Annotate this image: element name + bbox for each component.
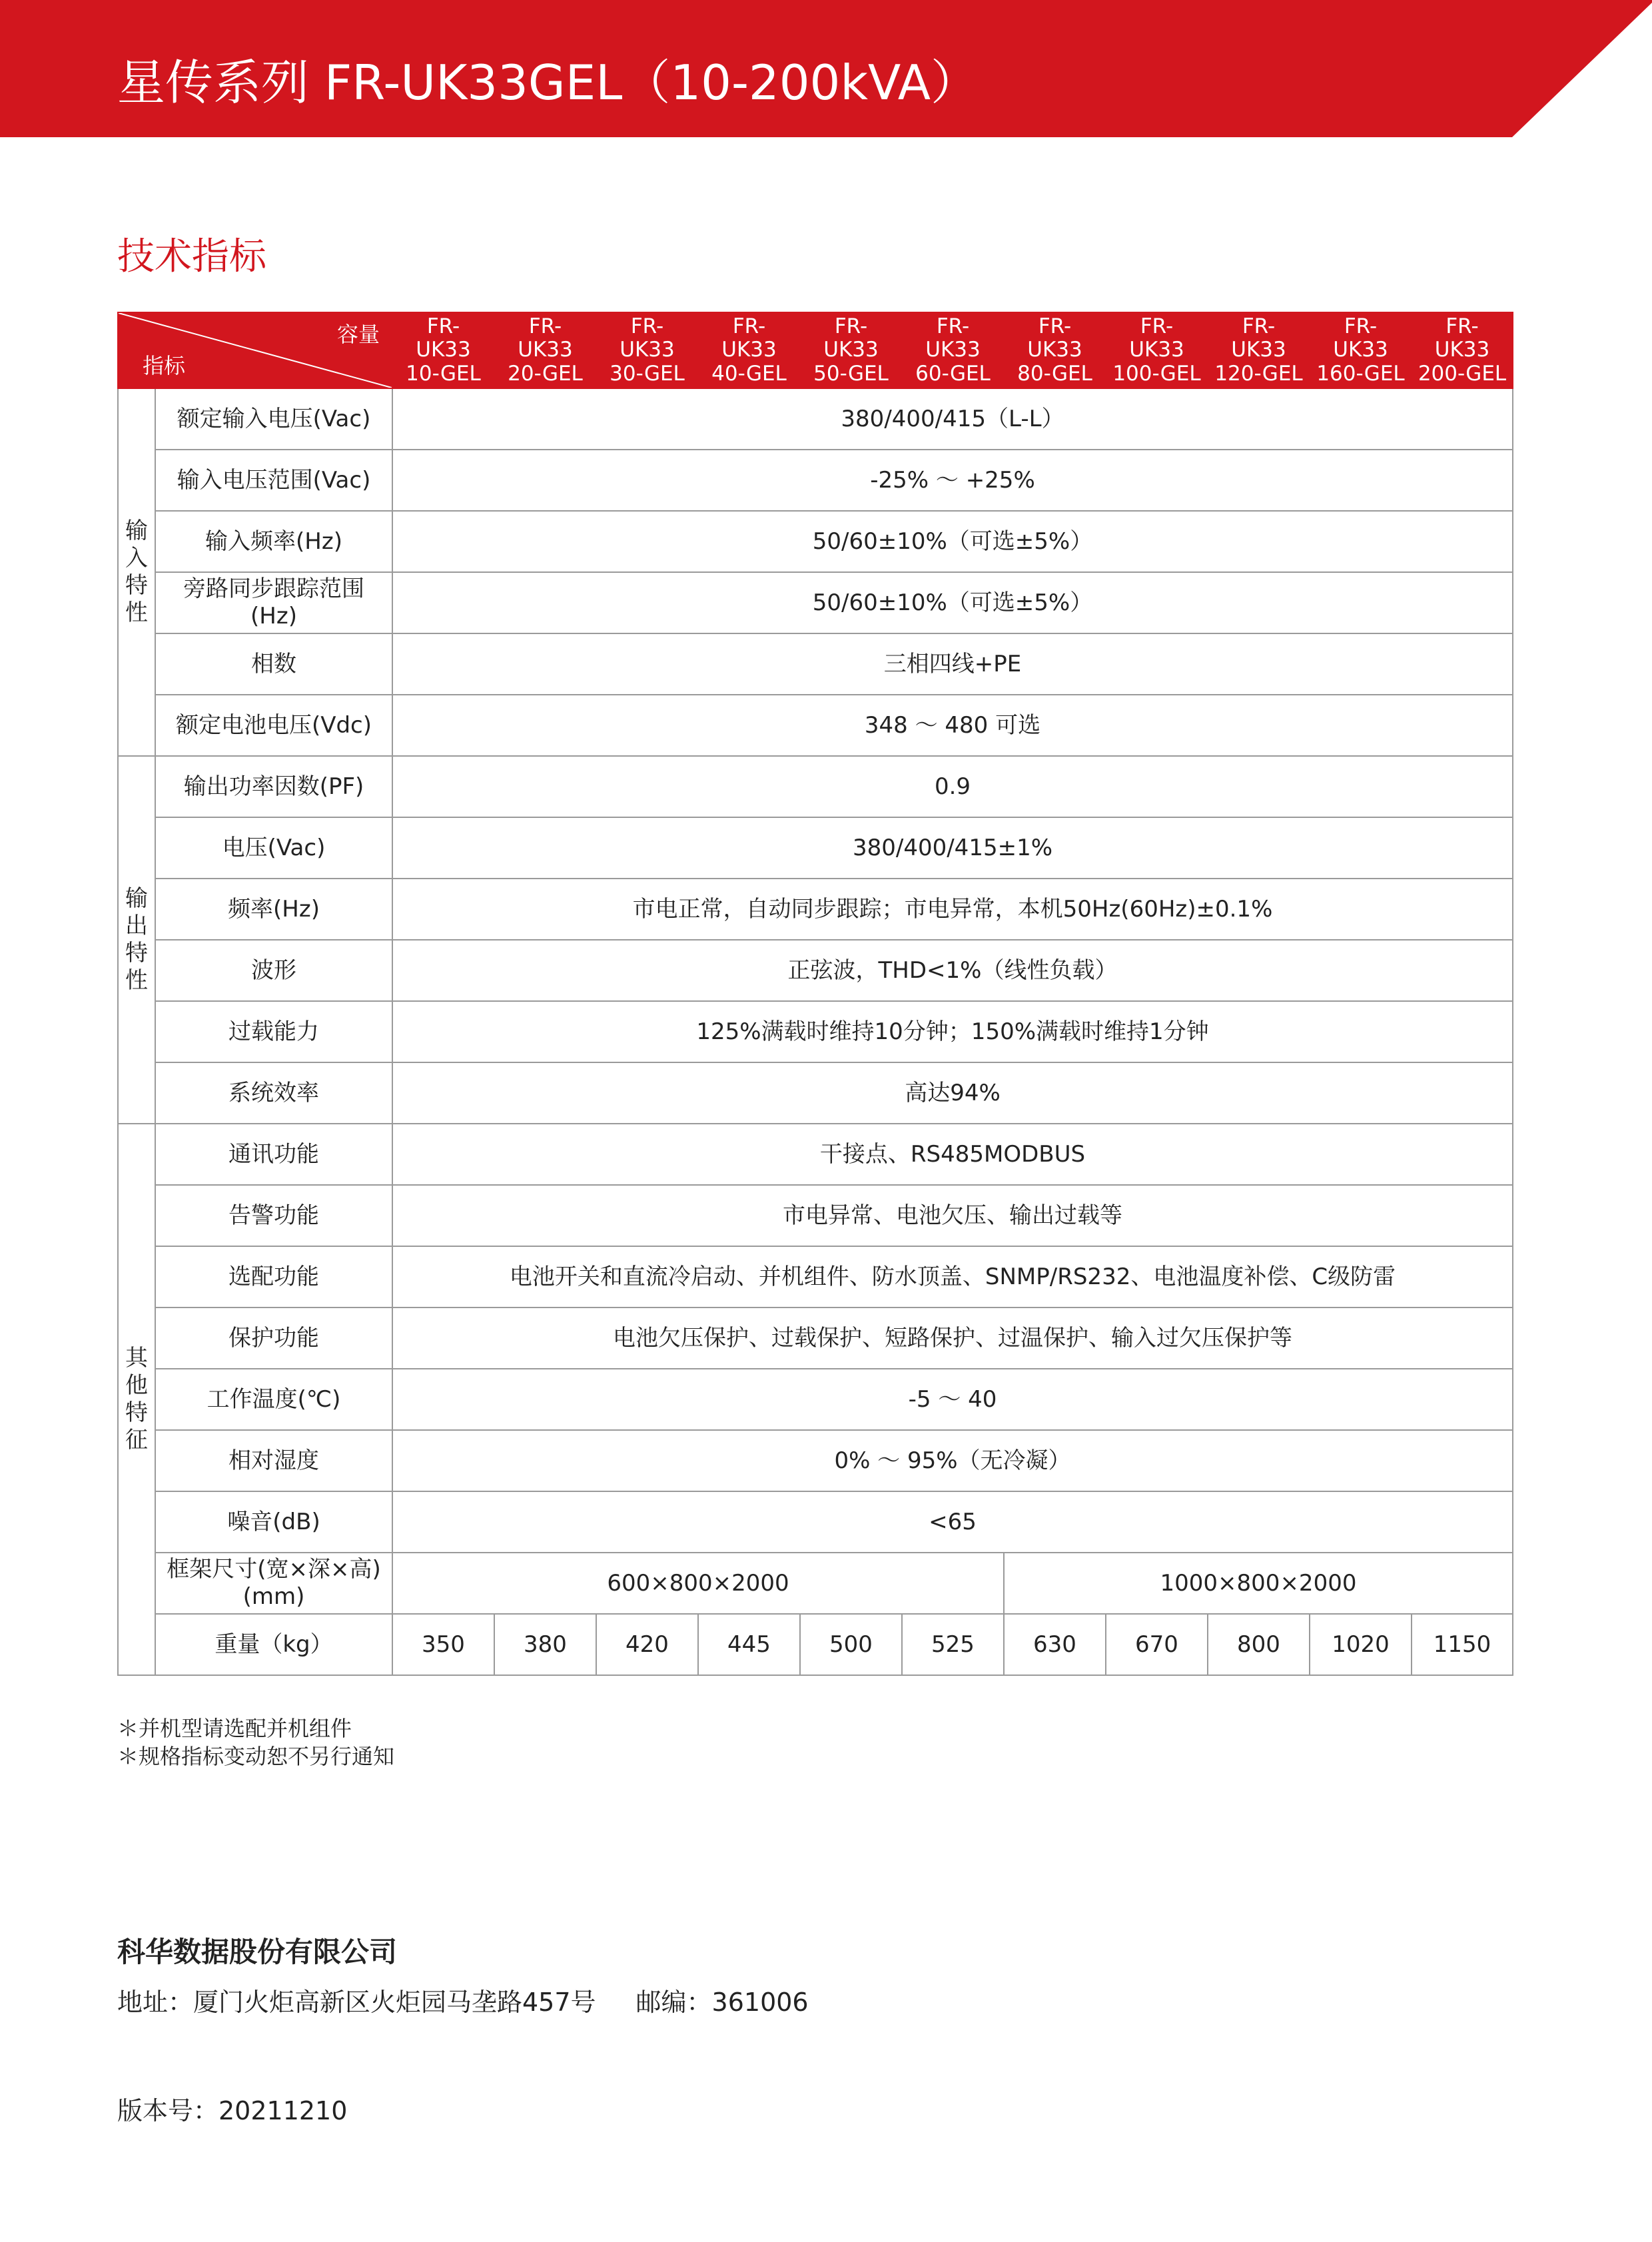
row-label-line: 额定电池电压(Vdc) (175, 711, 372, 739)
row-label (155, 1185, 392, 1246)
model-header-10 (1412, 312, 1513, 388)
row-label-line: 过载能力 (228, 1018, 319, 1045)
frame-size-row (118, 1553, 1513, 1614)
spec-row (118, 633, 1513, 695)
row-value: 干接点、RS485MODBUS (392, 1124, 1513, 1185)
row-value: 高达94% (392, 1062, 1513, 1124)
weight-value: 525 (902, 1614, 1004, 1675)
group-output (118, 756, 155, 1124)
weight-value: 800 (1208, 1614, 1310, 1675)
model-name-line: 30-GEL (610, 361, 685, 386)
spec-row (118, 572, 1513, 633)
row-label (155, 1430, 392, 1491)
spec-row (118, 1308, 1513, 1369)
model-name-line: UK33 (620, 338, 675, 362)
weight-value: 350 (392, 1614, 494, 1675)
frame-size-small: 600×800×2000 (392, 1553, 1004, 1614)
model-name-line: FR- (426, 314, 460, 338)
weight-value: 445 (698, 1614, 800, 1675)
model-header-2 (596, 312, 698, 388)
notes (117, 1714, 394, 1770)
spec-row (118, 388, 1513, 450)
group-char: 特 (125, 940, 148, 966)
spec-row (118, 1124, 1513, 1185)
row-label (155, 1553, 392, 1614)
model-name-line: UK33 (518, 338, 573, 362)
group-char: 输 (125, 885, 148, 913)
model-name-line: FR- (1242, 314, 1276, 338)
row-label-line: 输入电压范围(Vac) (177, 466, 371, 494)
weight-value: 1150 (1412, 1614, 1513, 1675)
model-name-line: 160-GEL (1316, 361, 1405, 386)
row-label-line: 电压(Vac) (222, 834, 326, 861)
group-char: 输 (125, 518, 148, 545)
row-label-line: 旁路同步跟踪范围 (183, 575, 364, 603)
row-value: 380/400/415±1% (392, 817, 1513, 879)
row-label-line: 框架尺寸(宽×深×高) (167, 1556, 381, 1583)
row-label (155, 1308, 392, 1369)
row-label-line: 工作温度(℃) (206, 1385, 341, 1413)
model-name-line: FR- (1446, 314, 1479, 338)
model-name-line: UK33 (1129, 338, 1184, 362)
row-label (155, 572, 392, 633)
row-label (155, 1246, 392, 1308)
row-value: 电池欠压保护、过载保护、短路保护、过温保护、输入过欠压保护等 (392, 1308, 1513, 1369)
spec-row (118, 1491, 1513, 1553)
group-char: 征 (125, 1426, 148, 1453)
weight-row (118, 1614, 1513, 1675)
spec-row (118, 1246, 1513, 1308)
row-value: -5 ～ 40 (392, 1369, 1513, 1430)
spec-table-header (118, 312, 1513, 388)
spec-row (118, 1062, 1513, 1124)
corner-cell (118, 312, 392, 388)
spec-table (117, 312, 1513, 1676)
model-header-8 (1208, 312, 1310, 388)
model-name-line: FR- (1140, 314, 1174, 338)
group-input (118, 388, 155, 756)
group-char: 性 (125, 599, 148, 626)
row-label-line: 输出功率因数(PF) (183, 773, 364, 800)
row-label-line: 输入频率(Hz) (205, 528, 342, 555)
spec-table-body (118, 388, 1513, 1675)
row-value: 市电正常，自动同步跟踪；市电异常，本机50Hz(60Hz)±0.1% (392, 879, 1513, 940)
model-name-line: UK33 (1333, 338, 1388, 362)
spec-row (118, 1430, 1513, 1491)
spec-row (118, 940, 1513, 1001)
spec-row (118, 450, 1513, 511)
note-change: ＊规格指标变动恕不另行通知 (117, 1744, 395, 1769)
row-value: 三相四线+PE (392, 633, 1513, 695)
version-number: 版本号：20211210 (117, 2096, 348, 2125)
row-value: 50/60±10%（可选±5%） (392, 572, 1513, 633)
model-name-line: FR- (732, 314, 766, 338)
model-name-line: 50-GEL (813, 361, 889, 386)
capacity-label: 容量 (336, 322, 380, 347)
model-name-line: 100-GEL (1112, 361, 1201, 386)
model-name-line: FR- (1344, 314, 1378, 338)
row-label (155, 1124, 392, 1185)
model-name-line: UK33 (721, 338, 777, 362)
model-name-line: UK33 (823, 338, 879, 362)
group-char: 特 (125, 1399, 148, 1426)
row-value: 市电异常、电池欠压、输出过载等 (392, 1185, 1513, 1246)
row-label-line: (mm) (242, 1583, 305, 1610)
weight-value: 630 (1004, 1614, 1106, 1675)
row-label-line: 系统效率 (228, 1079, 319, 1106)
model-name-line: 120-GEL (1214, 361, 1303, 386)
spec-row (118, 817, 1513, 879)
row-label (155, 695, 392, 756)
row-label-line: 选配功能 (228, 1263, 319, 1290)
company-name: 科华数据股份有限公司 (117, 1936, 398, 1968)
model-name-line: FR- (834, 314, 868, 338)
spec-row (118, 1001, 1513, 1062)
row-label-line: 波形 (251, 956, 296, 984)
row-value: -25% ～ +25% (392, 450, 1513, 511)
model-name-line: FR- (630, 314, 664, 338)
row-value: 348 ～ 480 可选 (392, 695, 1513, 756)
row-label (155, 1491, 392, 1553)
row-label-line: 通讯功能 (228, 1140, 319, 1168)
row-label-line: 噪音(dB) (227, 1508, 320, 1535)
row-label-line: 保护功能 (228, 1324, 319, 1351)
group-other (118, 1124, 155, 1675)
row-label (155, 1062, 392, 1124)
model-header-0 (392, 312, 494, 388)
spec-row (118, 756, 1513, 817)
row-label (155, 817, 392, 879)
model-name-line: 200-GEL (1418, 361, 1507, 386)
row-label (155, 633, 392, 695)
group-char: 特 (125, 572, 148, 599)
page-title: 星传系列 FR-UK33GEL（10-200kVA） (117, 55, 979, 111)
model-name-line: FR- (936, 314, 970, 338)
model-name-line: UK33 (925, 338, 981, 362)
row-value: 正弦波，THD<1%（线性负载） (392, 940, 1513, 1001)
model-name-line: 10-GEL (406, 361, 481, 386)
model-name-line: UK33 (1231, 338, 1286, 362)
model-header-9 (1310, 312, 1412, 388)
model-header-1 (494, 312, 596, 388)
row-value: 电池开关和直流冷启动、并机组件、防水顶盖、SNMP/RS232、电池温度补偿、C级防雷 (392, 1246, 1513, 1308)
row-label (155, 1369, 392, 1430)
model-name-line: FR- (1038, 314, 1072, 338)
weight-value: 1020 (1310, 1614, 1412, 1675)
row-label-line: 告警功能 (228, 1202, 319, 1229)
model-header-7 (1106, 312, 1208, 388)
weight-value: 500 (800, 1614, 902, 1675)
frame-size-large: 1000×800×2000 (1004, 1553, 1513, 1614)
row-label (155, 940, 392, 1001)
row-value: 0.9 (392, 756, 1513, 817)
row-label (155, 388, 392, 450)
row-label (155, 879, 392, 940)
model-header-6 (1004, 312, 1106, 388)
section-title: 技术指标 (117, 235, 266, 278)
model-name-line: 40-GEL (711, 361, 787, 386)
indicator-label: 指标 (143, 353, 186, 379)
model-name-line: UK33 (1027, 338, 1082, 362)
model-header-5 (902, 312, 1004, 388)
model-name-line: UK33 (416, 338, 471, 362)
spec-row (118, 695, 1513, 756)
note-parallel: ＊并机型请选配并机组件 (117, 1716, 352, 1741)
row-label-line: (Hz) (250, 603, 297, 629)
model-name-line: UK33 (1434, 338, 1490, 362)
spec-row (118, 879, 1513, 940)
weight-value: 420 (596, 1614, 698, 1675)
row-label-line: 相对湿度 (228, 1447, 319, 1474)
weight-value: 670 (1106, 1614, 1208, 1675)
row-label (155, 450, 392, 511)
weight-value: 380 (494, 1614, 596, 1675)
row-label (155, 756, 392, 817)
row-label-line: 额定输入电压(Vac) (177, 405, 371, 432)
model-header-3 (698, 312, 800, 388)
group-char: 性 (125, 966, 148, 994)
weight-label: 重量（kg） (155, 1614, 392, 1675)
postcode: 邮编：361006 (635, 1988, 809, 2017)
group-char: 其 (125, 1345, 148, 1372)
group-char: 出 (125, 913, 148, 940)
row-value: 125%满载时维持10分钟；150%满载时维持1分钟 (392, 1001, 1513, 1062)
row-value: 380/400/415（L-L） (392, 388, 1513, 450)
row-label-line: 相数 (251, 650, 296, 677)
row-value: 50/60±10%（可选±5%） (392, 511, 1513, 572)
model-name-line: FR- (528, 314, 562, 338)
address-line (117, 1982, 809, 2018)
row-value: 0% ～ 95%（无冷凝） (392, 1430, 1513, 1491)
group-char: 入 (125, 545, 148, 572)
spec-row (118, 511, 1513, 572)
model-name-line: 20-GEL (508, 361, 583, 386)
row-label-line: 频率(Hz) (228, 895, 320, 923)
spec-row (118, 1369, 1513, 1430)
model-name-line: 80-GEL (1017, 361, 1092, 386)
address: 地址：厦门火炬高新区火炬园马垄路457号 (117, 1988, 596, 2017)
model-name-line: 60-GEL (915, 361, 991, 386)
group-char: 他 (125, 1372, 148, 1399)
spec-row (118, 1185, 1513, 1246)
model-header-4 (800, 312, 902, 388)
row-label (155, 1001, 392, 1062)
row-label (155, 511, 392, 572)
row-value: <65 (392, 1491, 1513, 1553)
